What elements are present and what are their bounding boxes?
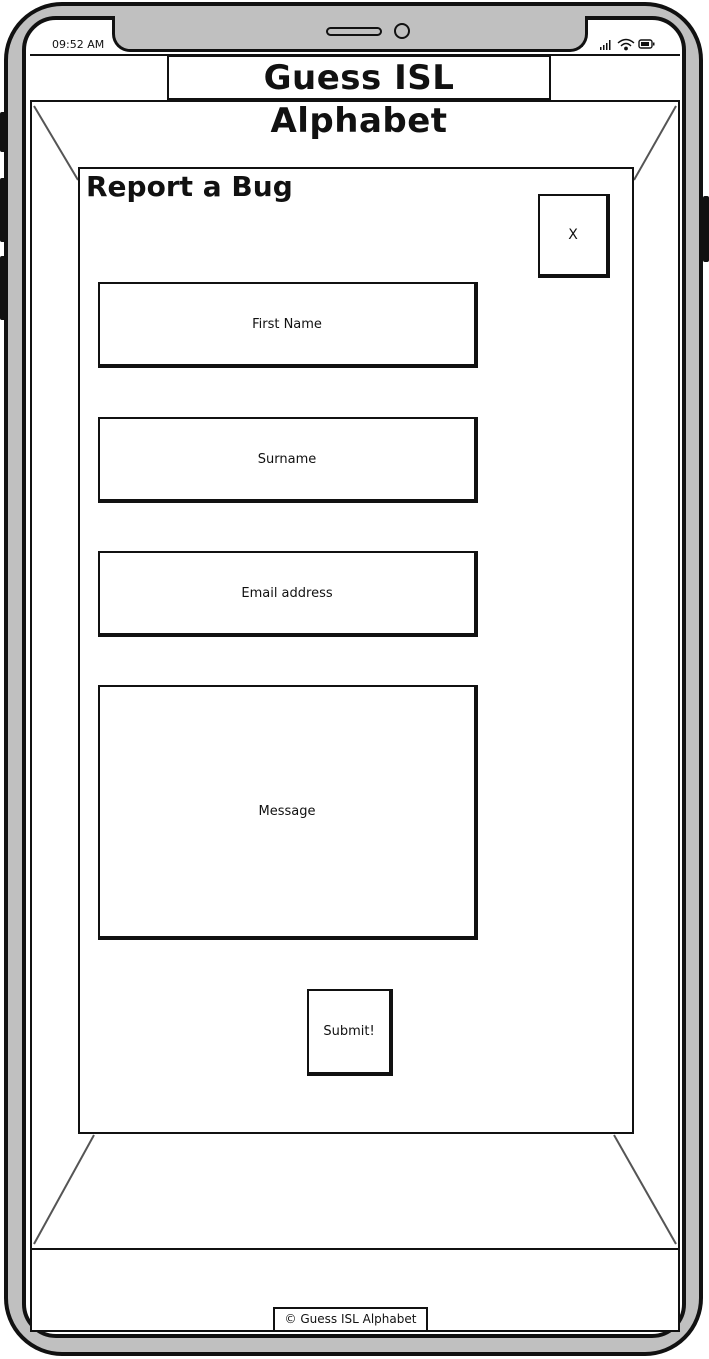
power-button	[703, 196, 709, 262]
email-field[interactable]: Email address	[98, 551, 478, 637]
status-time: 09:52 AM	[52, 38, 105, 51]
surname-field[interactable]: Surname	[98, 417, 478, 503]
wifi-icon	[618, 40, 634, 50]
volume-button	[0, 256, 6, 320]
first-name-field[interactable]: First Name	[98, 282, 478, 368]
message-field[interactable]: Message	[98, 685, 478, 940]
status-icons	[598, 36, 658, 50]
volume-button	[0, 112, 6, 152]
close-button[interactable]: X	[538, 194, 610, 278]
app-title: Guess ISL Alphabet	[167, 55, 551, 100]
volume-button	[0, 178, 6, 242]
submit-button[interactable]: Submit!	[307, 989, 393, 1076]
footer-copyright: © Guess ISL Alphabet	[273, 1307, 428, 1332]
modal-title: Report a Bug	[86, 170, 293, 203]
camera-icon	[394, 23, 410, 39]
signal-icon	[600, 40, 611, 50]
battery-icon	[639, 40, 655, 48]
speaker-icon	[326, 27, 382, 36]
